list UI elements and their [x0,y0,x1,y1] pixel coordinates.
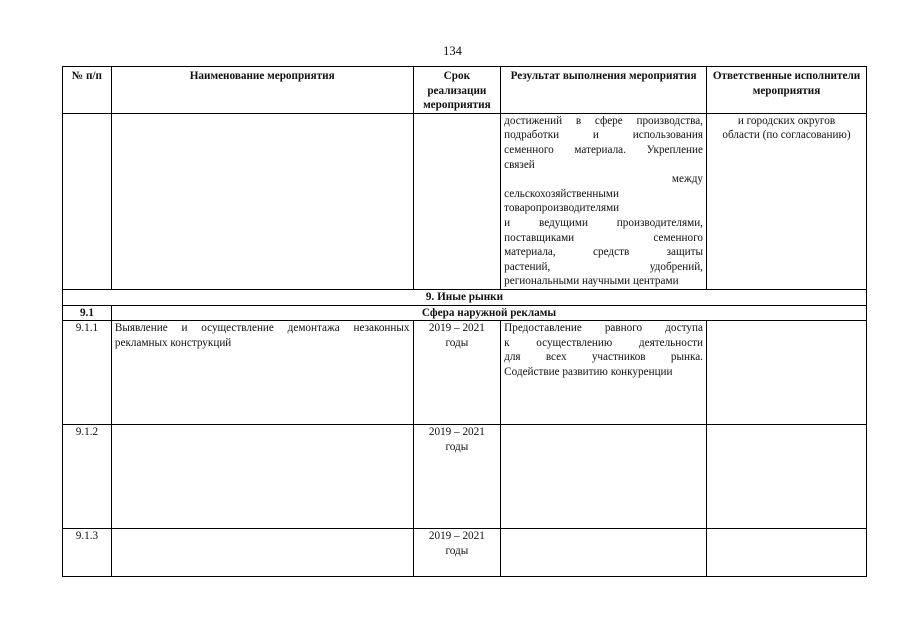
continuation-row [63,113,867,289]
table-row [63,321,867,425]
result-line: растений, удобрений, [504,260,703,273]
result-line: семенного материала. Укрепление [504,143,703,156]
result-line: между [671,173,703,186]
row-result [501,321,707,425]
row-name [111,529,413,577]
continuation-name-cell [111,113,413,289]
row-name [111,321,413,425]
row-num: 9.1.1 [63,321,112,425]
section-row [63,289,867,305]
continuation-executors-cell [706,113,866,289]
row-num: 9.1.3 [63,529,112,577]
row-num: 9.1.2 [63,425,112,529]
row-term: 2019 – 2021 годы [413,529,501,577]
result-line: связей [504,158,535,171]
table-row [63,425,867,529]
result-line: материала, средств защиты [504,246,703,259]
subsection-row [63,305,867,321]
result-line: поставщиками семенного [504,231,703,244]
result-line: региональными научными центрами [504,275,679,288]
result-line: подработки и использования [504,129,703,142]
row-result [501,529,707,577]
continuation-num-cell [63,113,112,289]
result-line: Предоставление равного доступа [504,322,703,335]
executor-line: области (по согласованию) [722,129,851,142]
header-term: Срок реализации мероприятия [413,67,501,114]
executor-line: и городских округов [737,114,836,127]
header-num: № п/п [63,67,112,114]
table-header-row [63,67,867,114]
row-executors [706,425,866,529]
continuation-term-cell [413,113,501,289]
section-title: 9. Иные рынки [63,289,867,305]
continuation-result-cell [501,113,707,289]
row-executors [706,321,866,425]
header-result: Результат выполнения мероприятия [501,67,707,114]
header-executors: Ответственные исполнители мероприятия [706,67,866,114]
result-line: Содействие развитию конкуренции [504,365,673,378]
row-term: 2019 – 2021 годы [413,425,501,529]
result-line: сельскохозяйственными [504,187,619,200]
result-line: к осуществлению деятельности [504,336,703,349]
result-line: достижений в сфере производства, [504,114,703,127]
table-row [63,529,867,577]
name-line: Выявление и осуществление демонтажа незаконных [114,322,410,335]
row-name [111,425,413,529]
subsection-num: 9.1 [63,305,112,321]
result-line: для всех участников рынка. [504,351,703,364]
page-number: 134 [443,44,462,58]
measures-table [62,66,867,577]
result-line: товаропроизводителями [504,202,620,215]
row-executors [706,529,866,577]
header-name: Наименование мероприятия [111,67,413,114]
row-result [501,425,707,529]
row-term: 2019 – 2021 годы [413,321,501,425]
subsection-title: Сфера наружной рекламы [111,305,866,321]
result-line: и ведущими производителями, [504,216,703,229]
name-line: рекламных конструкций [114,336,232,349]
